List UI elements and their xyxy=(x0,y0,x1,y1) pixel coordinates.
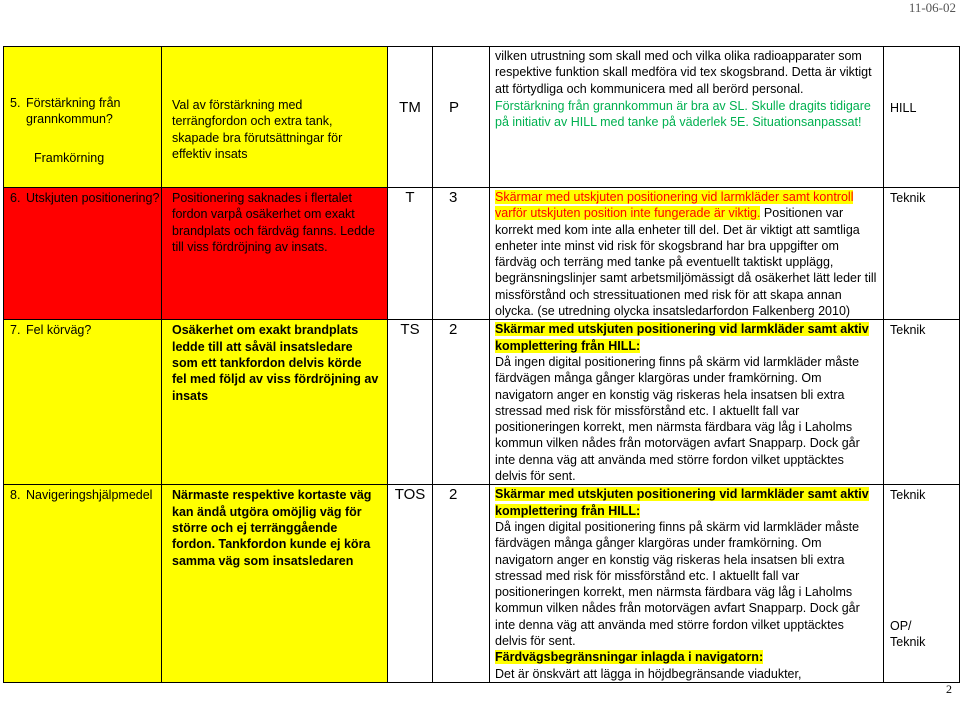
row6-finding: Positionering saknades i flertalet fordon varpå osäkerhet om exakt brandplats och färdväg fanns. Ledde till viss fördröjning av insats. xyxy=(172,191,375,254)
table-row-7 xyxy=(4,320,960,485)
table-row-6 xyxy=(4,188,960,320)
row6-code: T xyxy=(405,189,415,206)
row5-number: 5. xyxy=(10,96,21,110)
row8-desc-highlight: Skärmar med utskjuten positionering vid larmkläder samt aktiv komplettering från HILL: xyxy=(495,487,869,518)
row7-desc-body: Då ingen digital positionering finns på skärm vid larmkläder måste färdvägen många gånger klargöras under framkörning. Om navigatorn anger en konstig väg riskeras hela insatsen bli extra stressad med risk för missförstånd etc. I aktuellt fall var positioneringen korrekt, men närmsta färdbara väg låg i Laholms kommun vilken nådes från motorvägen avfart Snapparp. Dock går inte denna väg att använda med större fordon vilket upptäcktes delvis för sent. xyxy=(495,354,860,484)
row5-topic-cell xyxy=(4,47,162,188)
row6-label: Utskjuten positionering? xyxy=(26,191,160,205)
row8-number: 8. xyxy=(10,488,21,503)
row5-resp-cell xyxy=(884,47,960,188)
row8-desc-body: Då ingen digital positionering finns på skärm vid larmkläder måste färdvägen många gånger klargöras under framkörning. Om navigatorn anger en konstig väg riskeras hela insatsen bli extra stressad med risk för missförstånd etc. I aktuellt fall var positioneringen korrekt, men närmsta färdbara väg låg i Laholms kommun vilken nådes från motorvägen avfart Snapparp. Dock går inte denna väg att använda med större fordon vilket upptäcktes delvis för sent. xyxy=(495,519,860,649)
row6-desc-body: Positionen var korrekt med kom inte alla enheter till del. Det är viktigt att samtliga enheter inte minst vid risk för skogsbrand har bra uppgifter om färdväg och terräng med tanke på eventuellt taktiskt upplägg, begränsningslinjer samt arbetsmiljömässigt då osäkerhet lätt leder till missförstånd och stressituationen med risk för att skapa annan olycka. (se utredning olycka insatsledarfordon Falkenberg 2010) xyxy=(495,206,877,319)
row7-priority: 2 xyxy=(449,321,458,339)
section-label-framkorning: Framkörning xyxy=(34,150,105,165)
row8-finding-cell xyxy=(162,485,388,683)
row7-desc xyxy=(490,320,883,484)
row5-finding: Val av förstärkning med terrängfordon och extra tank, skapade bra förutsättningar för effektiv insats xyxy=(172,98,343,161)
row8-code-cell xyxy=(388,485,433,683)
row7-label: Fel körväg? xyxy=(26,323,92,338)
row6-topic xyxy=(4,190,161,206)
row7-responsible: Teknik xyxy=(890,323,926,338)
row7-prio-cell xyxy=(433,320,490,485)
row7-code-cell xyxy=(388,320,433,485)
row8-topic-cell xyxy=(4,485,162,683)
row6-desc-highlight: Skärmar med utskjuten positionering vid larmkläder samt kontroll varför utskjuten position inte fungerade är viktig. xyxy=(495,190,854,221)
row7-desc-highlight: Skärmar med utskjuten positionering vid larmkläder samt aktiv komplettering från HILL: xyxy=(495,322,869,353)
row6-responsible: Teknik xyxy=(890,191,926,205)
header-date: 11-06-02 xyxy=(908,0,956,15)
row6-desc-cell xyxy=(490,188,884,320)
row8-resp-cell xyxy=(884,485,960,683)
row7-topic-cell xyxy=(4,320,162,485)
row8-responsible-2: OP/ Teknik xyxy=(890,618,926,649)
row5-responsible: HILL xyxy=(890,101,917,115)
row7-number: 7. xyxy=(10,323,21,338)
row8-desc-body-2: Det är önskvärt att lägga in höjdbegränsande viadukter, xyxy=(495,666,802,681)
row8-desc-cell xyxy=(490,485,884,683)
row6-finding-cell xyxy=(162,188,388,320)
row5-desc-green: Förstärkning från grannkommun är bra av SL. Skulle dragits tidigare på initiativ av HILL med tanke på väderlek 5E. Situationsanpassat! xyxy=(495,98,871,130)
row8-label: Navigeringshjälpmedel xyxy=(26,488,153,503)
table-row-8 xyxy=(4,485,960,683)
row5-prio-cell xyxy=(433,47,490,188)
row7-topic xyxy=(4,322,161,338)
row8-prio-cell xyxy=(433,485,490,683)
row8-desc-highlight-2: Färdvägsbegränsningar inlagda i navigatorn: xyxy=(495,650,764,665)
row8-code: TOS xyxy=(394,486,426,504)
row5-label: Förstärkning från grannkommun? xyxy=(26,96,121,127)
row7-finding-cell xyxy=(162,320,388,485)
row6-priority: 3 xyxy=(449,189,458,206)
row5-code: TM xyxy=(399,99,421,116)
row5-priority: P xyxy=(449,99,460,116)
table-row-5 xyxy=(4,47,960,188)
row5-finding-cell xyxy=(162,47,388,188)
row8-finding: Närmaste respektive kortaste väg kan ändå utgöra omöjlig väg för större och ej terränggående fordon. Tankfordon kunde ej köra samma väg som insatsledaren xyxy=(172,488,372,568)
row5-desc-cell xyxy=(490,47,884,188)
evaluation-table xyxy=(3,46,960,683)
row6-desc xyxy=(490,188,883,319)
row5-desc-pre: vilken utrustning som skall med och vilka olika radioapparater som respektive funktion skall medföra vid tex skogsbrand. Detta är viktigt att förtydliga och kommunicera med all berörd personal. xyxy=(495,49,872,96)
row6-number: 6. xyxy=(10,191,21,205)
row7-finding: Osäkerhet om exakt brandplats ledde till att såväl insatsledare som ett tankfordon delvis körde fel med följd av viss fördröjning av insats xyxy=(172,323,379,403)
row6-topic-cell xyxy=(4,188,162,320)
row7-code: TS xyxy=(400,321,420,339)
row5-topic xyxy=(4,95,161,128)
row8-priority: 2 xyxy=(449,486,458,504)
page-number: 2 xyxy=(946,682,952,696)
row8-responsible: Teknik xyxy=(890,488,926,503)
row6-code-cell xyxy=(388,188,433,320)
row6-prio-cell xyxy=(433,188,490,320)
row7-desc-cell xyxy=(490,320,884,485)
row5-code-cell xyxy=(388,47,433,188)
row8-desc xyxy=(490,485,883,682)
row8-topic xyxy=(4,487,161,503)
row7-resp-cell xyxy=(884,320,960,485)
row6-resp-cell xyxy=(884,188,960,320)
